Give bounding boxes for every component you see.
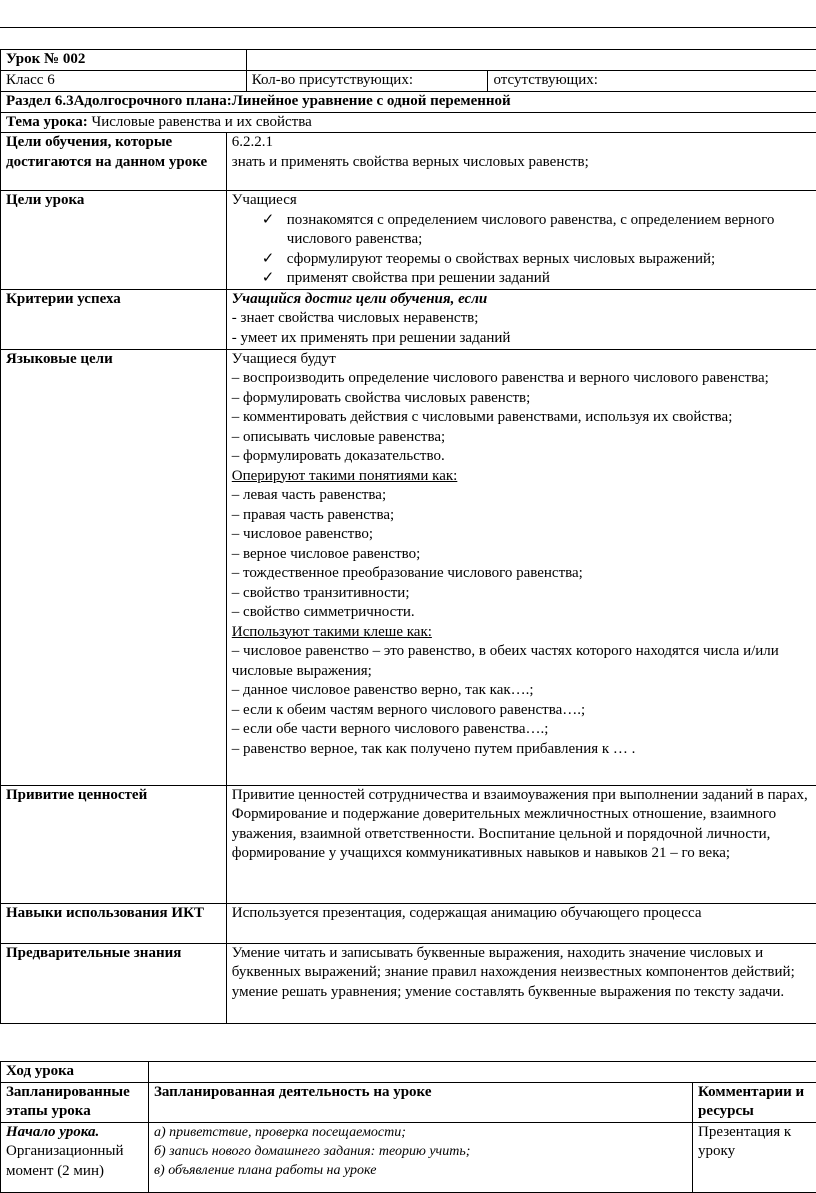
language-line: – комментировать действия с числовыми равенствами, используя их свойства; <box>232 408 816 428</box>
cliche-item: – данное числовое равенство верно, так как….; <box>232 681 816 701</box>
ict-cell: Используется презентация, содержащая анимацию обучающего процесса <box>226 903 816 943</box>
values-line: Привитие ценностей сотрудничества и взаимоуважения при выполнении заданий в парах, <box>232 786 816 806</box>
success-criteria-cell <box>226 289 816 349</box>
checkmark-icon: ✓ <box>262 250 275 270</box>
lesson-goals-cell <box>226 191 816 290</box>
absent-cell: отсутствующих: <box>488 71 816 92</box>
language-line: – формулировать свойства числовых равенств; <box>232 389 816 409</box>
term-item: – свойство симметричности. <box>232 603 816 623</box>
col-resources-header: Комментарии и ресурсы <box>693 1082 816 1122</box>
learning-goals-cell <box>226 133 816 191</box>
values-line: Формирование и подержание доверительных межличностных отношение, взаимного уважения, взаимной ответственности. Воспитание цельной и порядочной личности, <box>232 805 816 844</box>
prior-knowledge-cell: Умение читать и записывать буквенные выражения, находить значение числовых и буквенных выражений; знание правил нахождения неизвестных компонентов действий; умение решать уравнения; умение составлять буквенные выражения по тексту задачи. <box>226 943 816 1023</box>
lesson-goals-list <box>232 211 816 289</box>
activity-item: б) запись нового домашнего задания: теорию учить; <box>154 1142 692 1161</box>
term-item: – левая часть равенства; <box>232 486 816 506</box>
cliche-item: – равенство верное, так как получено путем прибавления к … . <box>232 740 816 760</box>
language-line: – формулировать доказательство. <box>232 447 816 467</box>
lesson-number: Урок № 002 <box>1 50 247 71</box>
values-label: Привитие ценностей <box>1 785 227 903</box>
class-cell: Класс 6 <box>1 71 247 92</box>
lesson-goal-item: ✓ сформулируют теоремы о свойствах верных числовых выражений; <box>287 250 816 270</box>
values-line: формирование у учащихся коммуникативных навыков и навыков 21 – го века; <box>232 844 816 864</box>
topic-value: Числовые равенства и их свойства <box>88 114 312 130</box>
success-criteria-title: Учащийся достиг цели обучения, если <box>232 290 816 310</box>
lesson-goal-item: ✓ применят свойства при решении заданий <box>287 269 816 289</box>
activity-item: а) приветствие, проверка посещаемости; <box>154 1123 692 1142</box>
learning-goals-label: Цели обучения, которые достигаются на данном уроке <box>1 133 227 191</box>
success-criteria-line: - умеет их применять при решении заданий <box>232 329 816 349</box>
stage-text: Организационный момент (2 мин) <box>6 1142 148 1181</box>
language-goals-label: Языковые цели <box>1 349 227 785</box>
lesson-course-table <box>0 1061 816 1193</box>
lesson-number-blank <box>246 50 816 71</box>
language-line: – описывать числовые равенства; <box>232 428 816 448</box>
topic-label: Тема урока: <box>6 114 88 130</box>
activities-cell <box>148 1122 692 1192</box>
ict-label: Навыки использования ИКТ <box>1 903 227 943</box>
cliche-item: – если обе части верного числового равенства….; <box>232 720 816 740</box>
success-criteria-line: - знает свойства числовых неравенств; <box>232 309 816 329</box>
cliche-item: – числовое равенство – это равенство, в обеих частях которого находятся числа и/или числовые выражения; <box>232 642 816 681</box>
col-stages-header: Запланированные этапы урока <box>1 1082 149 1122</box>
lesson-goal-item: ✓ познакомятся с определением числового равенства, с определением верного числового равенства; <box>287 211 816 250</box>
values-cell <box>226 785 816 903</box>
course-title-blank <box>148 1062 816 1083</box>
resources-cell: Презентация к уроку <box>693 1122 816 1192</box>
language-goals-cell <box>226 349 816 785</box>
learning-goals-text: знать и применять свойства верных числовых равенств; <box>232 153 816 173</box>
cliche-heading: Используют такими клеше как: <box>232 624 432 640</box>
lesson-plan-table <box>0 49 816 1024</box>
cliche-item: – если к обеим частям верного числового равенства….; <box>232 701 816 721</box>
terms-heading: Оперируют такими понятиями как: <box>232 468 458 484</box>
lesson-goals-label: Цели урока <box>1 191 227 290</box>
section-cell: Раздел 6.3Адолгосрочного плана:Линейное уравнение с одной переменной <box>1 92 816 113</box>
activity-item: в) объявление плана работы на уроке <box>154 1161 692 1180</box>
stage-cell <box>1 1122 149 1192</box>
checkmark-icon: ✓ <box>262 211 275 231</box>
language-intro: Учащиеся будут <box>232 350 816 370</box>
term-item: – числовое равенство; <box>232 525 816 545</box>
prior-knowledge-label: Предварительные знания <box>1 943 227 1023</box>
topic-cell <box>1 112 816 133</box>
learning-goals-code: 6.2.2.1 <box>232 133 816 153</box>
language-line: – воспроизводить определение числового равенства и верного числового равенства; <box>232 369 816 389</box>
course-title: Ход урока <box>1 1062 149 1083</box>
term-item: – правая часть равенства; <box>232 506 816 526</box>
lesson-goals-intro: Учащиеся <box>232 191 816 211</box>
page-top-rule <box>0 27 816 28</box>
present-cell: Кол-во присутствующих: <box>246 71 488 92</box>
checkmark-icon: ✓ <box>262 269 275 289</box>
term-item: – свойство транзитивности; <box>232 584 816 604</box>
success-criteria-label: Критерии успеха <box>1 289 227 349</box>
term-item: – тождественное преобразование числового равенства; <box>232 564 816 584</box>
term-item: – верное числовое равенство; <box>232 545 816 565</box>
col-activity-header: Запланированная деятельность на уроке <box>148 1082 692 1122</box>
stage-title: Начало урока. <box>6 1123 148 1143</box>
